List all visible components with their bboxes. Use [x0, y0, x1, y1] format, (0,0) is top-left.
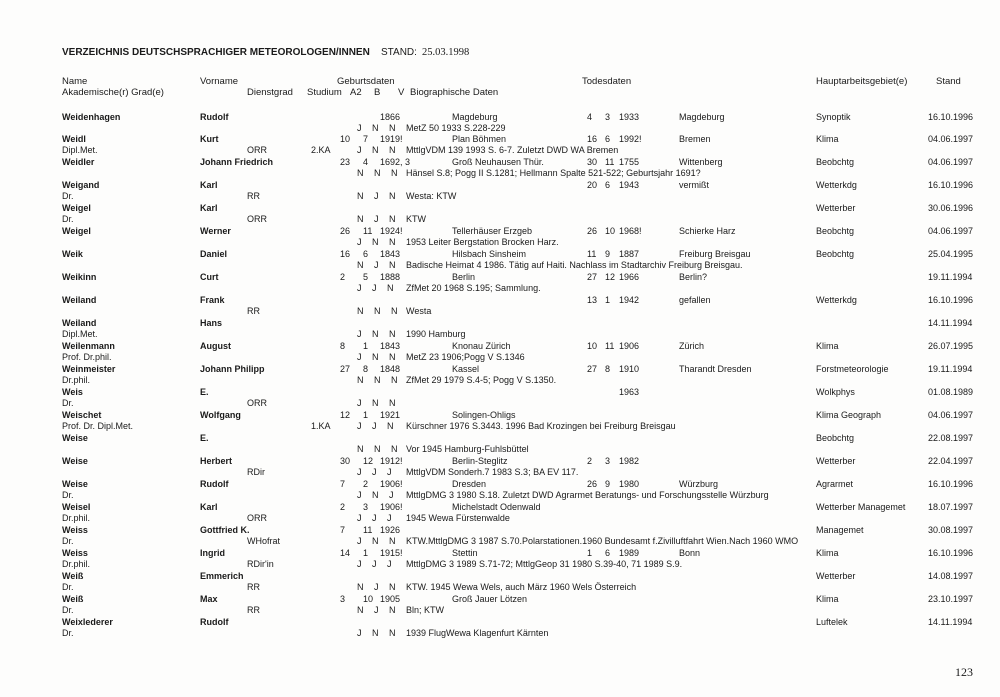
entry-birth-day: 2	[340, 502, 346, 512]
entry-death-day: 11	[587, 249, 597, 259]
entry-flags: N J N	[357, 214, 396, 224]
entry-birth-place: Magdeburg	[452, 112, 498, 122]
entry-death-year: 1966	[619, 272, 640, 282]
entry-stand-date: 18.07.1997	[928, 502, 974, 512]
entry-death-day: 30	[587, 157, 598, 167]
entry-hauptarbeitsgebiet: Klima	[816, 341, 839, 351]
entry-biographische-daten: 1939 FlugWewa Klagenfurt Kärnten	[406, 628, 549, 638]
entry-birth-place: Solingen-Ohligs	[452, 410, 516, 420]
entry-flags: N J N	[357, 260, 396, 270]
entry-death-year: 1942	[619, 295, 640, 305]
entry-dienstgrad: ORR	[247, 398, 267, 408]
entry-birth-place: Groß Jauer Lötzen	[452, 594, 528, 604]
entry-vorname: Werner	[200, 226, 231, 236]
stand-value: 25.03.1998	[421, 47, 470, 58]
entry-birth-place: Michelstadt Odenwald	[452, 502, 541, 512]
entry-hauptarbeitsgebiet: Klima	[816, 134, 839, 144]
entry-akademischer-grad: Dr.	[62, 490, 74, 500]
entry-hauptarbeitsgebiet: Beobchtg	[816, 433, 855, 443]
entry-birth-month: 11	[363, 226, 373, 236]
entry-vorname: Johann Philipp	[200, 364, 265, 374]
entry-birth-year: 1843	[380, 249, 401, 259]
entry-birth-month: 4	[363, 157, 369, 167]
entry-akademischer-grad: Dipl.Met.	[62, 145, 98, 155]
entry-death-month: 6	[605, 548, 611, 558]
entry-akademischer-grad: Dr.phil.	[62, 375, 91, 385]
header-studium: Studium	[307, 87, 342, 98]
page-title: VERZEICHNIS DEUTSCHSPRACHIGER METEOROLOGEN/INNEN	[62, 47, 370, 58]
entry-name: Weigel	[62, 203, 91, 213]
header-akademischer-grad: Akademische(r) Grad(e)	[62, 87, 164, 98]
entry-name: Weidenhagen	[62, 112, 121, 122]
entry-name: Weixlederer	[62, 617, 113, 627]
entry-hauptarbeitsgebiet: Managemet	[816, 525, 864, 535]
entry-stand-date: 26.07.1995	[928, 341, 974, 351]
entry-death-place: gefallen	[679, 295, 711, 305]
entry-birth-day: 14	[340, 548, 351, 558]
entry-death-year: 1910	[619, 364, 640, 374]
entry-death-place: Freiburg Breisgau	[679, 249, 751, 259]
entry-name: Weik	[62, 249, 83, 259]
entry-hauptarbeitsgebiet: Wetterber Managemet	[816, 502, 906, 512]
entry-akademischer-grad: Dr.	[62, 398, 74, 408]
entry-birth-year: 1866	[380, 112, 401, 122]
entry-name: Weise	[62, 456, 88, 466]
entry-akademischer-grad: Dr.	[62, 628, 74, 638]
entry-name: Weigand	[62, 180, 100, 190]
entry-biographische-daten: Vor 1945 Hamburg-Fuhlsbüttel	[406, 444, 529, 454]
entry-akademischer-grad: Dr.	[62, 536, 74, 546]
entry-hauptarbeitsgebiet: Agrarmet	[816, 479, 854, 489]
entry-birth-month: 10	[363, 594, 374, 604]
entry-birth-year: 1924!	[380, 226, 403, 236]
header-vorname: Vorname	[200, 76, 239, 87]
entry-flags: N N N	[357, 444, 398, 454]
entry-biographische-daten: MetZ 23 1906;Pogg V S.1346	[406, 352, 525, 362]
entry-vorname: E.	[200, 433, 209, 443]
entry-hauptarbeitsgebiet: Klima Geograph	[816, 410, 882, 420]
entry-birth-year: 1843	[380, 341, 401, 351]
entry-vorname: Wolfgang	[200, 410, 241, 420]
stand-date	[381, 47, 469, 58]
entry-flags: N N N	[357, 168, 398, 178]
entry-akademischer-grad: Dr.	[62, 214, 74, 224]
entry-death-day: 13	[587, 295, 598, 305]
entry-vorname: Herbert	[200, 456, 233, 466]
header-hauptarbeitsgebiet: Hauptarbeitsgebiet(e)	[816, 76, 908, 87]
entry-name: Weise	[62, 433, 88, 443]
entry-birth-place: Dresden	[452, 479, 487, 489]
entry-name: Weilenmann	[62, 341, 115, 351]
entry-birth-day: 27	[340, 364, 351, 374]
header-geburtsdaten: Geburtsdaten	[337, 76, 395, 87]
entry-biographische-daten: KTW.MttlgDMG 3 1987 S.70.Polarstationen.1960 Bundesamt f.Zivilluftfahrt Wien.Nach 1960 WMO	[406, 536, 799, 546]
entry-stand-date: 16.10.1996	[928, 479, 974, 489]
entry-akademischer-grad: Dipl.Met.	[62, 329, 98, 339]
entry-vorname: Hans	[200, 318, 223, 328]
entry-flags: J J J	[357, 513, 392, 523]
entry-death-month: 9	[605, 479, 611, 489]
entry-death-place: Berlin?	[679, 272, 708, 282]
entry-vorname: Max	[200, 594, 218, 604]
entry-akademischer-grad: Dr.	[62, 605, 74, 615]
entry-stand-date: 16.10.1996	[928, 180, 974, 190]
entry-stand-date: 30.06.1996	[928, 203, 974, 213]
entry-name: Weis	[62, 387, 83, 397]
entry-death-month: 11	[605, 341, 615, 351]
entry-vorname: Rudolf	[200, 617, 229, 627]
entry-vorname: Rudolf	[200, 479, 229, 489]
entry-dienstgrad: ORR	[247, 214, 267, 224]
entry-death-day: 2	[587, 456, 593, 466]
entry-biographische-daten: MttlgDMG 3 1989 S.71-72; MttlgGeop 31 1980 S.39-40, 71 1989 S.9.	[406, 559, 683, 569]
entry-death-month: 12	[605, 272, 616, 282]
entry-birth-day: 8	[340, 341, 346, 351]
entry-birth-year: 1692, 3	[380, 157, 411, 167]
entry-name: Weinmeister	[62, 364, 116, 374]
entry-stand-date: 22.04.1997	[928, 456, 974, 466]
header-v: V	[398, 87, 405, 98]
entry-death-place: Tharandt Dresden	[679, 364, 752, 374]
entry-birth-day: 2	[340, 272, 346, 282]
entry-biographische-daten: 1945 Wewa Fürstenwalde	[406, 513, 510, 523]
entry-flags: N J N	[357, 191, 396, 201]
entry-death-place: Würzburg	[679, 479, 719, 489]
entry-death-year: 1989	[619, 548, 640, 558]
entry-death-month: 1	[605, 295, 611, 305]
entry-dienstgrad: ORR	[247, 513, 267, 523]
entry-hauptarbeitsgebiet: Beobchtg	[816, 226, 855, 236]
entry-flags: J N N	[357, 628, 396, 638]
entry-stand-date: 16.10.1996	[928, 112, 974, 122]
entry-death-month: 11	[605, 157, 615, 167]
entry-death-year: 1943	[619, 180, 640, 190]
entry-stand-date: 01.08.1989	[928, 387, 974, 397]
entry-birth-month: 12	[363, 456, 374, 466]
entry-stand-date: 04.06.1997	[928, 157, 974, 167]
entry-birth-month: 11	[363, 525, 373, 535]
entry-death-year: 1963	[619, 387, 640, 397]
entry-akademischer-grad: Dr.phil.	[62, 559, 91, 569]
entry-birth-day: 16	[340, 249, 351, 259]
entry-flags: N J N	[357, 582, 396, 592]
entry-birth-month: 5	[363, 272, 369, 282]
entry-hauptarbeitsgebiet: Wetterber	[816, 571, 856, 581]
entry-dienstgrad: RDir	[247, 467, 265, 477]
entry-stand-date: 14.11.1994	[928, 617, 973, 627]
entry-dienstgrad: ORR	[247, 145, 267, 155]
entry-name: Weiss	[62, 548, 88, 558]
entry-vorname: Rudolf	[200, 112, 229, 122]
entry-name: Weigel	[62, 226, 91, 236]
entry-death-month: 6	[605, 134, 611, 144]
entry-hauptarbeitsgebiet: Klima	[816, 548, 839, 558]
entry-name: Weiß	[62, 571, 84, 581]
entry-death-month: 6	[605, 180, 611, 190]
entry-stand-date: 04.06.1997	[928, 134, 974, 144]
entry-akademischer-grad: Dr.	[62, 582, 74, 592]
entry-stand-date: 16.10.1996	[928, 548, 974, 558]
entry-flags: J N J	[357, 490, 394, 500]
entry-akademischer-grad: Dr.phil.	[62, 513, 91, 523]
entry-birth-day: 30	[340, 456, 351, 466]
entry-dienstgrad: RR	[247, 582, 260, 592]
entry-death-year: 1980	[619, 479, 640, 489]
entry-dienstgrad: RR	[247, 191, 260, 201]
header-name: Name	[62, 76, 88, 87]
entry-death-year: 1968!	[619, 226, 642, 236]
entry-birth-month: 2	[363, 479, 369, 489]
entry-flags: N N N	[357, 375, 398, 385]
entry-stand-date: 25.04.1995	[928, 249, 974, 259]
entry-stand-date: 14.08.1997	[928, 571, 974, 581]
entry-birth-place: Stettin	[452, 548, 478, 558]
entry-biographische-daten: 1953 Leiter Bergstation Brocken Harz.	[406, 237, 559, 247]
entry-birth-day: 23	[340, 157, 351, 167]
entry-biographische-daten: Westa	[406, 306, 432, 316]
entry-hauptarbeitsgebiet: Forstmeteorologie	[816, 364, 889, 374]
entry-death-month: 8	[605, 364, 611, 374]
entry-birth-month: 7	[363, 134, 369, 144]
entry-name: Weidler	[62, 157, 95, 167]
entry-birth-place: Berlin	[452, 272, 476, 282]
header-todesdaten: Todesdaten	[582, 76, 632, 87]
entry-birth-month: 1	[363, 410, 369, 420]
entry-biographische-daten: ZfMet 20 1968 S.195; Sammlung.	[406, 283, 541, 293]
entry-birth-year: 1926	[380, 525, 401, 535]
header-b: B	[374, 87, 381, 98]
entry-dienstgrad: RR	[247, 605, 260, 615]
entry-birth-year: 1906!	[380, 479, 403, 489]
entry-birth-day: 7	[340, 525, 346, 535]
entry-birth-year: 1905	[380, 594, 401, 604]
entry-birth-place: Tellerhäuser Erzgeb	[452, 226, 533, 236]
entry-vorname: Gottfried K.	[200, 525, 250, 535]
entry-studium: 1.KA	[311, 421, 331, 431]
entry-death-day: 1	[587, 548, 593, 558]
entry-death-place: Bonn	[679, 548, 701, 558]
entry-vorname: Kurt	[200, 134, 219, 144]
entry-flags: J N N	[357, 398, 396, 408]
entry-birth-place: Knonau Zürich	[452, 341, 511, 351]
entry-flags: J N N	[357, 536, 396, 546]
entry-birth-place: Berlin-Steglitz	[452, 456, 508, 466]
entry-biographische-daten: Badische Heimat 4 1986. Tätig auf Haiti. Nachlass im Stadtarchiv Freiburg Breisgau.	[406, 260, 743, 270]
header-stand: Stand	[936, 76, 961, 87]
entry-name: Weikinn	[62, 272, 97, 282]
entry-stand-date: 19.11.1994	[928, 272, 973, 282]
entry-name: Weidl	[62, 134, 86, 144]
entry-birth-year: 1906!	[380, 502, 403, 512]
entry-flags: J N N	[357, 237, 396, 247]
entry-vorname: Emmerich	[200, 571, 244, 581]
entry-birth-place: Hilsbach Sinsheim	[452, 249, 527, 259]
entry-flags: J J J	[357, 467, 392, 477]
entry-name: Weisel	[62, 502, 91, 512]
entry-biographische-daten: ZfMet 29 1979 S.4-5; Pogg V S.1350.	[406, 375, 557, 385]
entry-hauptarbeitsgebiet: Luftelek	[816, 617, 848, 627]
entry-birth-month: 3	[363, 502, 369, 512]
entry-dienstgrad: RR	[247, 306, 260, 316]
entry-hauptarbeitsgebiet: Wetterkdg	[816, 295, 857, 305]
entry-vorname: E.	[200, 387, 209, 397]
entry-hauptarbeitsgebiet: Beobchtg	[816, 157, 855, 167]
header-biographische-daten: Biographische Daten	[410, 87, 499, 98]
header-a2: A2	[350, 87, 362, 98]
entry-hauptarbeitsgebiet: Wetterber	[816, 456, 856, 466]
entry-death-day: 27	[587, 364, 598, 374]
entry-death-month: 9	[605, 249, 611, 259]
entry-flags: J N N	[357, 352, 396, 362]
entry-death-year: 1906	[619, 341, 640, 351]
entry-death-day: 10	[587, 341, 598, 351]
entry-flags: J N N	[357, 145, 396, 155]
entry-death-year: 1755	[619, 157, 640, 167]
entry-stand-date: 14.11.1994	[928, 318, 973, 328]
entry-birth-year: 1888	[380, 272, 401, 282]
entry-name: Weiland	[62, 318, 97, 328]
entry-birth-year: 1912!	[380, 456, 403, 466]
entry-biographische-daten: Hänsel S.8; Pogg II S.1281; Hellmann Spalte 521-522; Geburtsjahr 1691?	[406, 168, 701, 178]
entry-birth-day: 7	[340, 479, 346, 489]
entry-vorname: Karl	[200, 180, 218, 190]
entry-stand-date: 22.08.1997	[928, 433, 974, 443]
entry-vorname: Karl	[200, 502, 218, 512]
entry-death-place: Zürich	[679, 341, 705, 351]
entry-vorname: Frank	[200, 295, 225, 305]
entry-flags: N N N	[357, 306, 398, 316]
entry-birth-day: 26	[340, 226, 351, 236]
entry-death-year: 1887	[619, 249, 640, 259]
entry-death-day: 4	[587, 112, 593, 122]
entry-biographische-daten: KTW	[406, 214, 426, 224]
entry-biographische-daten: Bln; KTW	[406, 605, 445, 615]
entry-name: Weiss	[62, 525, 88, 535]
entry-biographische-daten: KTW. 1945 Wewa Wels, auch März 1960 Wels Österreich	[406, 582, 637, 592]
entry-death-month: 3	[605, 456, 611, 466]
entry-studium: 2.KA	[311, 145, 331, 155]
entry-birth-day: 10	[340, 134, 351, 144]
page-number: 123	[955, 665, 973, 679]
entry-birth-month: 1	[363, 548, 369, 558]
entry-name: Weischet	[62, 410, 102, 420]
entry-birth-place: Plan Böhmen	[452, 134, 507, 144]
entry-death-place: Magdeburg	[679, 112, 725, 122]
entry-flags: J J N	[357, 421, 394, 431]
entry-stand-date: 30.08.1997	[928, 525, 974, 535]
entry-name: Weiß	[62, 594, 84, 604]
entry-vorname: August	[200, 341, 231, 351]
entry-vorname: Karl	[200, 203, 218, 213]
entry-stand-date: 23.10.1997	[928, 594, 974, 604]
entry-death-year: 1982	[619, 456, 640, 466]
entry-stand-date: 19.11.1994	[928, 364, 973, 374]
entry-flags: J N N	[357, 123, 396, 133]
entry-birth-day: 12	[340, 410, 351, 420]
entry-biographische-daten: MttlgVDM 139 1993 S. 6-7. Zuletzt DWD WA Bremen	[406, 145, 619, 155]
entry-death-place: Schierke Harz	[679, 226, 736, 236]
entry-hauptarbeitsgebiet: Wetterkdg	[816, 180, 857, 190]
entry-dienstgrad: RDir'in	[247, 559, 274, 569]
entry-biographische-daten: MttlgVDM Sonderh.7 1983 S.3; BA EV 117.	[406, 467, 579, 477]
entry-biographische-daten: 1990 Hamburg	[406, 329, 466, 339]
entry-birth-place: Kassel	[452, 364, 480, 374]
entry-death-day: 27	[587, 272, 598, 282]
entry-birth-year: 1921	[380, 410, 401, 420]
entry-name: Weise	[62, 479, 88, 489]
entry-hauptarbeitsgebiet: Beobchtg	[816, 249, 855, 259]
entry-birth-place: Groß Neuhausen Thür.	[452, 157, 544, 167]
entry-death-month: 10	[605, 226, 616, 236]
entry-death-day: 16	[587, 134, 598, 144]
entry-akademischer-grad: Prof. Dr.phil.	[62, 352, 112, 362]
entry-flags: N J N	[357, 605, 396, 615]
entry-death-day: 26	[587, 479, 598, 489]
entry-dienstgrad: WHofrat	[247, 536, 281, 546]
entry-vorname: Curt	[200, 272, 219, 282]
entry-death-day: 26	[587, 226, 598, 236]
stand-label: STAND:	[381, 47, 417, 58]
entry-death-place: Bremen	[679, 134, 711, 144]
entry-death-month: 3	[605, 112, 611, 122]
entry-birth-month: 1	[363, 341, 369, 351]
entry-flags: J N N	[357, 329, 396, 339]
entry-birth-year: 1848	[380, 364, 401, 374]
entry-birth-month: 8	[363, 364, 369, 374]
entry-death-day: 20	[587, 180, 598, 190]
entry-vorname: Johann Friedrich	[200, 157, 274, 167]
entry-birth-month: 6	[363, 249, 369, 259]
entry-vorname: Ingrid	[200, 548, 225, 558]
entry-hauptarbeitsgebiet: Klima	[816, 594, 839, 604]
entry-hauptarbeitsgebiet: Synoptik	[816, 112, 851, 122]
entry-stand-date: 04.06.1997	[928, 226, 974, 236]
entry-death-place: vermißt	[679, 180, 709, 190]
entry-biographische-daten: MttlgDMG 3 1980 S.18. Zuletzt DWD Agrarmet Beratungs- und Forschungsstelle Würzburg	[406, 490, 769, 500]
entry-biographische-daten: Westa: KTW	[406, 191, 457, 201]
entry-stand-date: 04.06.1997	[928, 410, 974, 420]
entry-akademischer-grad: Dr.	[62, 191, 74, 201]
entry-biographische-daten: MetZ 50 1933 S.228-229	[406, 123, 506, 133]
entry-stand-date: 16.10.1996	[928, 295, 974, 305]
entry-hauptarbeitsgebiet: Wetterber	[816, 203, 856, 213]
entry-vorname: Daniel	[200, 249, 228, 259]
entry-flags: J J J	[357, 559, 392, 569]
entry-hauptarbeitsgebiet: Wolkphys	[816, 387, 855, 397]
entry-death-year: 1992!	[619, 134, 642, 144]
entry-death-place: Wittenberg	[679, 157, 723, 167]
header-dienstgrad: Dienstgrad	[247, 87, 293, 98]
entry-akademischer-grad: Prof. Dr. Dipl.Met.	[62, 421, 134, 431]
entry-birth-day: 3	[340, 594, 346, 604]
entry-death-year: 1933	[619, 112, 640, 122]
entry-flags: J J N	[357, 283, 394, 293]
entry-name: Weiland	[62, 295, 97, 305]
entry-birth-year: 1919!	[380, 134, 403, 144]
entry-biographische-daten: Kürschner 1976 S.3443. 1996 Bad Krozingen bei Freiburg Breisgau	[406, 421, 676, 431]
entry-birth-year: 1915!	[380, 548, 403, 558]
